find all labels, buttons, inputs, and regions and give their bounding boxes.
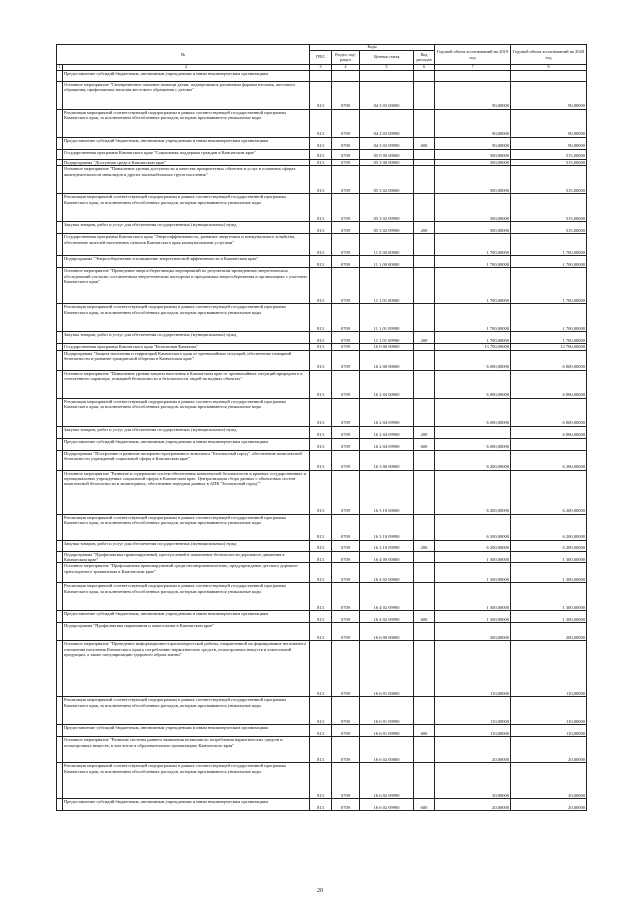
- amount-2019: [435, 426, 511, 438]
- grbs-code: 813: [310, 159, 332, 165]
- row-description: Подпрограмма "Доступная среда в Камчатском крае": [63, 159, 310, 165]
- grbs-code: 813: [310, 725, 332, 737]
- target-article-code: 16 4 02 09990: [360, 611, 414, 623]
- table-row: [57, 256, 587, 268]
- amount-2020: 1 300,00000: [511, 583, 587, 611]
- row-description: Реализация мероприятий соответствующей подпрограммы в рамках соответствующей государственной программы Камчатского края, за исключением обособленных расходов, которым присваиваются уникальные коды: [63, 514, 310, 540]
- target-article-code: 16 6 01 09990: [360, 697, 414, 725]
- table-row: [57, 304, 587, 332]
- table-row: [57, 194, 587, 222]
- amount-2019: 13 700,00000: [435, 344, 511, 350]
- grbs-code: 813: [310, 149, 332, 159]
- column-number: 6: [414, 65, 435, 71]
- expense-type-code: [414, 256, 435, 268]
- target-article-code: 16 3 10 09990: [360, 514, 414, 540]
- target-article-code: 11 1 01 00000: [360, 268, 414, 304]
- target-article-code: 04 3 03 09990: [360, 109, 414, 137]
- amount-2019: 6 200,00000: [435, 450, 511, 470]
- row-description: Предоставление субсидий бюджетным, автономным учреждениям и иным некоммерческим организациям: [63, 137, 310, 149]
- expense-type-code: [414, 641, 435, 697]
- amount-2019: 1 700,00000: [435, 256, 511, 268]
- target-article-code: 04 3 03 00000: [360, 81, 414, 109]
- table-row: [57, 81, 587, 109]
- target-article-code: 04 3 03 09990: [360, 137, 414, 149]
- grbs-code: 813: [310, 611, 332, 623]
- table-row: [57, 370, 587, 398]
- grbs-code: 813: [310, 737, 332, 763]
- table-row: [57, 438, 587, 450]
- amount-2020: 6 000,00000: [511, 350, 587, 370]
- row-description: Основное мероприятие "Повышение уровня доступности и качества приоритетных объектов и услуг в основных сферах жизнедеятельности инвалидов и других маломобильных групп населения": [63, 166, 310, 194]
- row-description: Основное мероприятие "Проведение энергосберегающих мероприятий по результатам проведенных энергетических обследований согласно составленным энергетическим паспортам и программам энергосбережения в организациях с участием Камчатского края": [63, 268, 310, 304]
- expense-type-code: [414, 234, 435, 256]
- grbs-code: 813: [310, 398, 332, 426]
- row-description: Реализация мероприятий соответствующей подпрограммы в рамках соответствующей государственной программы Камчатского края, за исключением обособленных расходов, которым присваиваются уникальные коды: [63, 194, 310, 222]
- table-row: [57, 332, 587, 344]
- column-number: 5: [360, 65, 414, 71]
- razdel-code: 0709: [332, 234, 360, 256]
- grbs-code: 813: [310, 268, 332, 304]
- target-article-code: 16 4 02 00000: [360, 563, 414, 583]
- target-article-code: 16 2 04 09990: [360, 398, 414, 426]
- razdel-code: 0709: [332, 370, 360, 398]
- row-description: Основное мероприятие "Проведение информационно-пропагандистской работы, направленной на формирование негативного отношения населения Камчатского края к потреблению наркотических средств, психотропных веществ и алкогольной продукции, а также популяризацию здорового образа жизни": [63, 641, 310, 697]
- amount-2020: 1 700,00000: [511, 234, 587, 256]
- target-article-code: 16 3 00 00000: [360, 450, 414, 470]
- razdel-code: 0709: [332, 426, 360, 438]
- target-article-code: 16 6 01 00000: [360, 641, 414, 697]
- expense-type-code: [414, 304, 435, 332]
- target-article-code: 16 3 10 09990: [360, 540, 414, 551]
- grbs-code: 813: [310, 304, 332, 332]
- row-description: Предоставление субсидий бюджетным, автономным учреждениям и иным некоммерческим организациям: [63, 725, 310, 737]
- amount-2019: 110,00000: [435, 641, 511, 697]
- row-description: Государственная программа Камчатского края "Безопасная Камчатка": [63, 344, 310, 350]
- amount-2020: 90,00000: [511, 137, 587, 149]
- grbs-code: 813: [310, 137, 332, 149]
- expense-type-code: [414, 583, 435, 611]
- amount-2020: [511, 438, 587, 450]
- grbs-code: 813: [310, 109, 332, 137]
- amount-2019: [435, 70, 511, 81]
- amount-2020: 13 700,00000: [511, 344, 587, 350]
- target-article-code: 11 1 01 09990: [360, 304, 414, 332]
- header-target-article: Целевая статья: [360, 51, 414, 65]
- header-razdel: Раздел, под-раздел: [332, 51, 360, 65]
- razdel-code: 0709: [332, 641, 360, 697]
- row-description: Предоставление субсидий бюджетным, автономным учреждениям и иным некоммерческим организациям: [63, 799, 310, 811]
- table-row: [57, 540, 587, 551]
- amount-2020: 1 700,00000: [511, 256, 587, 268]
- expense-type-code: [414, 166, 435, 194]
- amount-2019: 6 200,00000: [435, 470, 511, 514]
- row-description: Основное мероприятие "Своевременное оказание помощи детям, подвергшимся различным формам насилия, жестокого обращения, профилактика насилия жестокого обращения с детьми": [63, 81, 310, 109]
- table-row: [57, 551, 587, 563]
- grbs-code: 813: [310, 81, 332, 109]
- amount-2019: 1 700,00000: [435, 234, 511, 256]
- amount-2019: 1 700,00000: [435, 304, 511, 332]
- row-description: Реализация мероприятий соответствующей подпрограммы в рамках соответствующей государственной программы Камчатского края, за исключением обособленных расходов, которым присваиваются уникальные коды: [63, 398, 310, 426]
- table-row: [57, 450, 587, 470]
- grbs-code: 813: [310, 350, 332, 370]
- table-row: [57, 563, 587, 583]
- grbs-code: 813: [310, 450, 332, 470]
- target-article-code: 05 3 00 00000: [360, 159, 414, 165]
- amount-2019: 6 200,00000: [435, 540, 511, 551]
- target-article-code: 16 4 00 00000: [360, 551, 414, 563]
- grbs-code: 813: [310, 166, 332, 194]
- expense-type-code: [414, 149, 435, 159]
- expense-type-code: [414, 81, 435, 109]
- amount-2019: 1 700,00000: [435, 332, 511, 344]
- table-row: [57, 268, 587, 304]
- razdel-code: 0709: [332, 149, 360, 159]
- row-description: Реализация мероприятий соответствующей подпрограммы в рамках соответствующей государственной программы Камчатского края, за исключением обособленных расходов, которым присваиваются уникальные коды: [63, 109, 310, 137]
- table-row: [57, 737, 587, 763]
- grbs-code: 813: [310, 332, 332, 344]
- razdel-code: 0709: [332, 725, 360, 737]
- target-article-code: 05 0 00 00000: [360, 149, 414, 159]
- amount-2019: 110,00000: [435, 697, 511, 725]
- header-grbs: ГРБС: [310, 51, 332, 65]
- grbs-code: 813: [310, 563, 332, 583]
- razdel-code: 0709: [332, 438, 360, 450]
- column-number: 7: [435, 65, 511, 71]
- target-article-code: 16 6 02 09990: [360, 763, 414, 799]
- amount-2019: 6 000,00000: [435, 438, 511, 450]
- amount-2019: 200,00000: [435, 623, 511, 641]
- table-row: [57, 149, 587, 159]
- expense-type-code: 200: [414, 222, 435, 234]
- table-row: [57, 426, 587, 438]
- column-number: 1: [58, 64, 61, 69]
- table-row: [57, 514, 587, 540]
- razdel-code: 0709: [332, 540, 360, 551]
- expense-type-code: 600: [414, 725, 435, 737]
- amount-2020: 6 200,00000: [511, 450, 587, 470]
- razdel-code: 0709: [332, 450, 360, 470]
- row-description: Предоставление субсидий бюджетным, автономным учреждениям и иным некоммерческим организациям: [63, 611, 310, 623]
- amount-2020: 1 300,00000: [511, 563, 587, 583]
- expense-type-code: [414, 350, 435, 370]
- budget-table: [56, 44, 587, 811]
- grbs-code: 813: [310, 540, 332, 551]
- amount-2019: 1 300,00000: [435, 551, 511, 563]
- row-description: Закупка товаров, работ и услуг для обеспечения государственных (муниципальных) нужд: [63, 332, 310, 344]
- amount-2019: 20,00000: [435, 799, 511, 811]
- grbs-code: 813: [310, 194, 332, 222]
- target-article-code: 16 2 04 00000: [360, 370, 414, 398]
- expense-type-code: [414, 109, 435, 137]
- grbs-code: 813: [310, 256, 332, 268]
- grbs-code: 813: [310, 426, 332, 438]
- expense-type-code: 200: [414, 332, 435, 344]
- target-article-code: 16 2 04 09990: [360, 438, 414, 450]
- grbs-code: 813: [310, 697, 332, 725]
- header-expense-type: Вид расходов: [414, 51, 435, 65]
- row-description: Предоставление субсидий бюджетным, автономным учреждениям и иным некоммерческим организациям: [63, 438, 310, 450]
- razdel-code: 0709: [332, 763, 360, 799]
- razdel-code: 0709: [332, 398, 360, 426]
- expense-type-code: [414, 398, 435, 426]
- amount-2020: 1 700,00000: [511, 332, 587, 344]
- target-article-code: 16 6 02 00000: [360, 737, 414, 763]
- amount-2019: 90,00000: [435, 109, 511, 137]
- expense-type-code: [414, 514, 435, 540]
- row-description: Реализация мероприятий соответствующей подпрограммы в рамках соответствующей государственной программы Камчатского края, за исключением обособленных расходов, которым присваиваются уникальные коды: [63, 304, 310, 332]
- page-number: 20: [317, 888, 323, 894]
- row-description: Предоставление субсидий бюджетным, автономным учреждениям и иным некоммерческим организациям: [63, 70, 310, 81]
- razdel-code: 0709: [332, 514, 360, 540]
- expense-type-code: 600: [414, 611, 435, 623]
- amount-2020: 6 200,00000: [511, 540, 587, 551]
- target-article-code: 16 6 01 09990: [360, 725, 414, 737]
- razdel-code: 0709: [332, 222, 360, 234]
- expense-type-code: 600: [414, 137, 435, 149]
- expense-type-code: 200: [414, 540, 435, 551]
- razdel-code: 0709: [332, 137, 360, 149]
- amount-2019: 1 700,00000: [435, 268, 511, 304]
- amount-2019: 90,00000: [435, 81, 511, 109]
- row-description: Подпрограмма "Энергосбережение и повышение энергетической эффективности в Камчатском крае": [63, 256, 310, 268]
- amount-2020: 1 300,00000: [511, 551, 587, 563]
- amount-2019: 500,00000: [435, 159, 511, 165]
- razdel-code: 0709: [332, 623, 360, 641]
- table-row: [57, 350, 587, 370]
- amount-2019: 20,00000: [435, 737, 511, 763]
- column-number: 8: [511, 65, 587, 71]
- razdel-code: 0709: [332, 194, 360, 222]
- target-article-code: 16 4 02 09990: [360, 583, 414, 611]
- amount-2020: 110,00000: [511, 697, 587, 725]
- expense-type-code: [414, 370, 435, 398]
- razdel-code: 0709: [332, 470, 360, 514]
- target-article-code: 05 3 02 00000: [360, 166, 414, 194]
- amount-2020: 20,00000: [511, 799, 587, 811]
- razdel-code: 0709: [332, 697, 360, 725]
- amount-2020: 110,00000: [511, 641, 587, 697]
- amount-2020: 90,00000: [511, 81, 587, 109]
- expense-type-code: [414, 551, 435, 563]
- target-article-code: 11 1 00 00000: [360, 256, 414, 268]
- razdel-code: 0709: [332, 256, 360, 268]
- amount-2020: 1 300,00000: [511, 611, 587, 623]
- target-article-code: 11 1 01 09990: [360, 332, 414, 344]
- amount-2019: 1 300,00000: [435, 583, 511, 611]
- table-row: [57, 159, 587, 165]
- razdel-code: 0709: [332, 166, 360, 194]
- row-description: Основное мероприятие "Развитие и содержание систем обеспечения комплексной безопасности в краевых государственных и муниципальных учреждениях социальной сферы в Камчатском крае. Централизация сбора данных с объектовых систем комплексной безопасности и мониторинга, обеспечение передачи данных в АПК "Безопасный город"": [63, 470, 310, 514]
- amount-2019: 6 000,00000: [435, 350, 511, 370]
- grbs-code: 813: [310, 438, 332, 450]
- table-row: [57, 70, 587, 81]
- table-row: [57, 799, 587, 811]
- row-description: Подпрограмма "Профилактика правонарушений, преступлений и повышение безопасности дорожного движения в Камчатском крае": [63, 551, 310, 563]
- amount-2019: 110,00000: [435, 725, 511, 737]
- table-row: [57, 470, 587, 514]
- row-description: Подпрограмма "Построение и развитие аппаратно-программного комплекса "Безопасный город", обеспечение комплексной безопасности учреждений социальной сферы в Камчатском крае": [63, 450, 310, 470]
- amount-2020: 20,00000: [511, 763, 587, 799]
- target-article-code: 16 2 04 09990: [360, 426, 414, 438]
- table-row: [57, 222, 587, 234]
- razdel-code: [332, 70, 360, 81]
- amount-2019: 500,00000: [435, 194, 511, 222]
- row-description: Закупка товаров, работ и услуг для обеспечения государственных (муниципальных) нужд: [63, 426, 310, 438]
- grbs-code: 813: [310, 344, 332, 350]
- amount-2020: 1 700,00000: [511, 268, 587, 304]
- row-description: Закупка товаров, работ и услуг для обеспечения государственных (муниципальных) нужд: [63, 222, 310, 234]
- amount-2019: 6 200,00000: [435, 514, 511, 540]
- amount-2019: 1 300,00000: [435, 611, 511, 623]
- row-description: Основное мероприятие "Развитие системы раннего выявления незаконного потребления наркотических средств и психотропных веществ, в том числе в образовательных организациях Камчатского края": [63, 737, 310, 763]
- row-description: Основное мероприятие "Профилактика правонарушений среди несовершеннолетних, предупреждение детского дорожно-транспортного травматизма в Камчатском крае": [63, 563, 310, 583]
- row-description: Подпрограмма "Профилактика наркомании и алкоголизма в Камчатском крае": [63, 623, 310, 641]
- amount-2020: 6 200,00000: [511, 470, 587, 514]
- table-row: [57, 234, 587, 256]
- razdel-code: 0709: [332, 563, 360, 583]
- header-sum-2020: Годовой объем ассигнований на 2020 год: [511, 45, 587, 65]
- amount-2020: 515,00000: [511, 194, 587, 222]
- target-article-code: 05 3 02 09990: [360, 194, 414, 222]
- expense-type-code: 200: [414, 426, 435, 438]
- amount-2020: 515,00000: [511, 149, 587, 159]
- target-article-code: 16 3 10 00000: [360, 470, 414, 514]
- amount-2019: 500,00000: [435, 222, 511, 234]
- grbs-code: 813: [310, 623, 332, 641]
- amount-2019: 6 000,00000: [435, 370, 511, 398]
- razdel-code: 0709: [332, 551, 360, 563]
- grbs-code: 813: [310, 514, 332, 540]
- column-number: 2: [63, 65, 310, 71]
- grbs-code: [310, 70, 332, 81]
- table-row: [57, 611, 587, 623]
- row-description: Реализация мероприятий соответствующей подпрограммы в рамках соответствующей государственной программы Камчатского края, за исключением обособленных расходов, которым присваиваются уникальные коды: [63, 583, 310, 611]
- amount-2020: 6 000,00000: [511, 398, 587, 426]
- razdel-code: 0709: [332, 109, 360, 137]
- table-row: [57, 344, 587, 350]
- amount-2019: 90,00000: [435, 137, 511, 149]
- amount-2020: 515,00000: [511, 166, 587, 194]
- grbs-code: 813: [310, 799, 332, 811]
- amount-2019: 20,00000: [435, 763, 511, 799]
- amount-2020: 515,00000: [511, 159, 587, 165]
- razdel-code: 0709: [332, 350, 360, 370]
- column-number: 4: [332, 65, 360, 71]
- amount-2020: 6 000,00000: [511, 426, 587, 438]
- expense-type-code: [414, 470, 435, 514]
- column-number: 3: [310, 65, 332, 71]
- expense-type-code: [414, 194, 435, 222]
- row-description: Реализация мероприятий соответствующей подпрограммы в рамках соответствующей государственной программы Камчатского края, за исключением обособленных расходов, которым присваиваются уникальные коды: [63, 763, 310, 799]
- header-number: №: [57, 45, 310, 65]
- expense-type-code: [414, 623, 435, 641]
- grbs-code: 813: [310, 583, 332, 611]
- expense-type-code: [414, 763, 435, 799]
- amount-2020: 20,00000: [511, 737, 587, 763]
- header-codes: Коды: [310, 45, 435, 51]
- table-row: [57, 623, 587, 641]
- target-article-code: 11 0 00 00000: [360, 234, 414, 256]
- row-description: Основное мероприятие "Повышение уровня защиты населения в Камчатском крае от чрезвычайных ситуаций природного и техногенного характера, пожарной безопасности и безопасности людей на водных объектах": [63, 370, 310, 398]
- grbs-code: 813: [310, 551, 332, 563]
- table-row: [57, 398, 587, 426]
- row-description: Подпрограмма "Защита населения и территорий Камчатского края от чрезвычайных ситуаций, обеспечение пожарной безопасности и развитие гражданской обороны в Камчатском крае": [63, 350, 310, 370]
- grbs-code: 813: [310, 470, 332, 514]
- razdel-code: 0709: [332, 583, 360, 611]
- razdel-code: 0709: [332, 159, 360, 165]
- razdel-code: 0709: [332, 799, 360, 811]
- table-row: [57, 641, 587, 697]
- amount-2019: 500,00000: [435, 149, 511, 159]
- razdel-code: 0709: [332, 304, 360, 332]
- table-row: [57, 583, 587, 611]
- expense-type-code: 600: [414, 438, 435, 450]
- grbs-code: 813: [310, 641, 332, 697]
- grbs-code: 813: [310, 370, 332, 398]
- amount-2020: 6 000,00000: [511, 370, 587, 398]
- amount-2020: 6 200,00000: [511, 514, 587, 540]
- grbs-code: 813: [310, 763, 332, 799]
- razdel-code: 0709: [332, 737, 360, 763]
- table-row: [57, 109, 587, 137]
- expense-type-code: [414, 450, 435, 470]
- expense-type-code: 600: [414, 799, 435, 811]
- razdel-code: 0709: [332, 611, 360, 623]
- table-row: [57, 166, 587, 194]
- row-description: Государственная программа Камчатского края "Социальная поддержка граждан в Камчатском крае": [63, 149, 310, 159]
- header-sum-2019: Годовой объем ассигнований на 2019 год: [435, 45, 511, 65]
- expense-type-code: [414, 697, 435, 725]
- target-article-code: 16 6 00 00000: [360, 623, 414, 641]
- table-row: [57, 137, 587, 149]
- amount-2020: 515,00000: [511, 222, 587, 234]
- row-description: Государственная программа Камчатского края "Энергоэффективность, развитие энергетики и коммунального хозяйства, обеспечение жителей населенных пунктов Камчатского края коммунальными услугами": [63, 234, 310, 256]
- expense-type-code: [414, 563, 435, 583]
- amount-2019: 1 300,00000: [435, 563, 511, 583]
- target-article-code: 16 0 00 00000: [360, 344, 414, 350]
- row-description: Реализация мероприятий соответствующей подпрограммы в рамках соответствующей государственной программы Камчатского края, за исключением обособленных расходов, которым присваиваются уникальные коды: [63, 697, 310, 725]
- grbs-code: 813: [310, 222, 332, 234]
- amount-2019: 500,00000: [435, 166, 511, 194]
- amount-2020: 90,00000: [511, 109, 587, 137]
- amount-2020: 1 700,00000: [511, 304, 587, 332]
- amount-2019: 6 000,00000: [435, 398, 511, 426]
- razdel-code: 0709: [332, 344, 360, 350]
- amount-2020: 110,00000: [511, 725, 587, 737]
- target-article-code: 16 6 02 09990: [360, 799, 414, 811]
- table-row: [57, 697, 587, 725]
- amount-2020: [511, 70, 587, 81]
- target-article-code: [360, 70, 414, 81]
- razdel-code: 0709: [332, 332, 360, 344]
- table-row: [57, 763, 587, 799]
- grbs-code: 813: [310, 234, 332, 256]
- table-row: [57, 725, 587, 737]
- target-article-code: 16 2 00 00000: [360, 350, 414, 370]
- amount-2020: 200,00000: [511, 623, 587, 641]
- expense-type-code: [414, 737, 435, 763]
- razdel-code: 0709: [332, 268, 360, 304]
- expense-type-code: [414, 70, 435, 81]
- row-description: Закупка товаров, работ и услуг для обеспечения государственных (муниципальных) нужд: [63, 540, 310, 551]
- expense-type-code: [414, 268, 435, 304]
- target-article-code: 05 3 02 09990: [360, 222, 414, 234]
- razdel-code: 0709: [332, 81, 360, 109]
